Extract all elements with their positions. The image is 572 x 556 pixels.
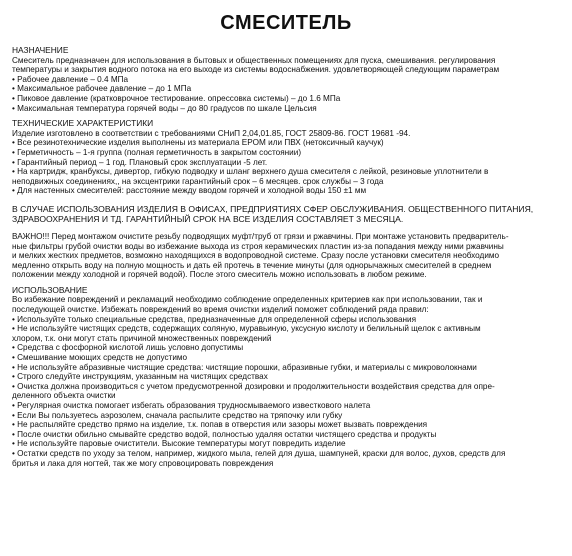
- text-line: • После очистки обильно смывайте средство водой, полностью удаляя остатки чистящего средства и продукты: [12, 429, 437, 439]
- text-line: • Смешивание моющих средств не допустимо: [12, 353, 188, 363]
- text-line: Во избежание повреждений и рекламаций необходимо соблюдение определенных критериев как при использовании, так и: [12, 295, 483, 305]
- text-line: и мелких жестких предметов, возможно находящихся в водопроводной системе. Сразу после установки смесителя необходимо: [12, 251, 500, 261]
- text-line: хлором, т.к. они могут стать причиной множественных повреждений: [12, 333, 272, 343]
- text-line: • Используйте только специальные средства, предназначенные для определенной сферы использования: [12, 314, 417, 324]
- text-line: • Не используйте абразивные чистящие средства: чистящие порошки, абразивные губки, и материалы с микроволокнами: [12, 362, 477, 372]
- text-line: • Если Вы пользуетесь аэрозолем, сначала распылите средство на тряпочку или губку: [12, 410, 343, 420]
- text-line: Смеситель предназначен для использования в бытовых и общественных помещениях для пуска, смешивания. регулирования: [12, 55, 496, 65]
- text-line: положении между холодной и горячей водой). После этого смеситель можно использовать в любом режиме.: [12, 270, 427, 280]
- text-line: • Герметичность – 1-я группа (полная герметичность в закрытом состоянии): [12, 147, 302, 157]
- usage-section: [12, 286, 560, 468]
- text-line: • Все резинотехнические изделия выполнены из материала EPOM или ПВХ (нетоксичный каучук): [12, 138, 384, 148]
- specs-heading: ТЕХНИЧЕСКИЕ ХАРАКТЕРИСТИКИ: [12, 118, 154, 129]
- text-line: • Рабочее давление – 0.4 МПа: [12, 74, 129, 84]
- text-line: • Не распыляйте средство прямо на изделие, т.к. попав в отверстия или зазоры может вызвать повреждения: [12, 420, 428, 430]
- text-line: • На картридж, кранбуксы, дивертор, гибкую подводку и шланг верхнего душа смесителя с лейкой, резиновые уплотнители в: [12, 167, 489, 177]
- text-line: • Остатки средств по уходу за телом, например, жидкого мыла, гелей для душа, шампуней, краски для волос, духов, средств для: [12, 448, 506, 458]
- text-line: • Гарантийный период – 1 год. Плановый срок эксплуатации -5 лет.: [12, 157, 268, 167]
- text-line: ные фильтры грубой очистки воды во избежание выхода из строя керамических пластин из-за попадания между ними ржавчины: [12, 241, 504, 251]
- specs-body: [12, 129, 560, 196]
- text-line: • Максимальная температура горячей воды – до 80 градусов по шкале Цельсия: [12, 103, 317, 113]
- specs-section: [12, 119, 560, 196]
- text-line: • Не используйте паровые очистители. Высокие температуры могут повредить изделие: [12, 439, 346, 449]
- important-body: [12, 232, 560, 280]
- purpose-body: [12, 56, 560, 114]
- text-line: ВАЖНО!!! Перед монтажом очистите резьбу подводящих муфт/труб от грязи и ржавчины. При монтаже установить предваритель-: [12, 231, 509, 241]
- text-line: медленно открыть воду на полную мощность и дать ей протечь в течение минуты (для однорычажных смесителей в среднем: [12, 260, 492, 270]
- warranty-notice: [12, 204, 560, 224]
- notice-body: [12, 204, 560, 224]
- text-line: В СЛУЧАЕ ИСПОЛЬЗОВАНИЯ ИЗДЕЛИЯ В ОФИСАХ, ПРЕДПРИЯТИЯХ СФЕР ОБСЛУЖИВАНИЯ. ОБЩЕСТВЕННОГО ПИТАНИЯ,: [12, 203, 534, 214]
- text-line: • Очистка должна производиться с учетом предусмотренной дозировки и продолжительности воздействия средства для опре-: [12, 381, 495, 391]
- text-line: • Средства с фосфорной кислотой лишь условно допустимы: [12, 343, 244, 353]
- important-section: [12, 232, 560, 280]
- usage-body: [12, 295, 560, 468]
- document-title: СМЕСИТЕЛЬ: [220, 12, 352, 34]
- text-line: ЗДРАВООХРАНЕНИЯ И ТД. ГАРАНТИЙНЫЙ СРОК НА ВСЕ ИЗДЕЛИЯ СОСТАВЛЯЕТ 3 МЕСЯЦА.: [12, 213, 404, 224]
- purpose-heading: НАЗНАЧЕНИЕ: [12, 45, 69, 55]
- purpose-section: [12, 46, 560, 113]
- text-line: • Регулярная очистка помогает избегать образования трудносмываемого известкового налета: [12, 401, 371, 410]
- text-line: бритья и лака для ногтей, так же могу спровоцировать повреждения: [12, 458, 274, 468]
- text-line: последующей очистке. Избежать повреждений во время очистки изделий поможет соблюдений ряда правил:: [12, 305, 429, 315]
- text-line: деленного объекта очистки: [12, 391, 116, 401]
- text-line: • Для настенных смесителей: расстояние между вводом горячей и холодной воды 150 ±1 мм: [12, 186, 367, 196]
- text-line: Изделие изготовлено в соответствии с требованиями СНиП 2,04,01.85, ГОСТ 25809-86. ГОСТ 19681 -94.: [12, 128, 411, 138]
- usage-heading: ИСПОЛЬЗОВАНИЕ: [12, 284, 88, 295]
- text-line: • Строго следуйте инструкциям, указанным на чистящих средствах: [12, 372, 268, 382]
- text-line: неподвижных соединениях,, на эксцентрики гарантийный срок – 6 месяцев. срок службы – 3 года: [12, 176, 384, 186]
- text-line: температуры и закрытия водного потока на его выходе из системы водоснабжения. удовлетворяющей следующим параметрам: [12, 65, 500, 75]
- text-line: • Максимальное рабочее давление – до 1 МПа: [12, 84, 192, 94]
- text-line: • Пиковое давление (кратковрочное тестирование. опрессовка системы) – до 1.6 МПа: [12, 93, 341, 103]
- text-line: • Не используйте чистящих средств, содержащих соляную, муравьиную, уксусную кислоту и белильный щелок с активным: [12, 324, 481, 334]
